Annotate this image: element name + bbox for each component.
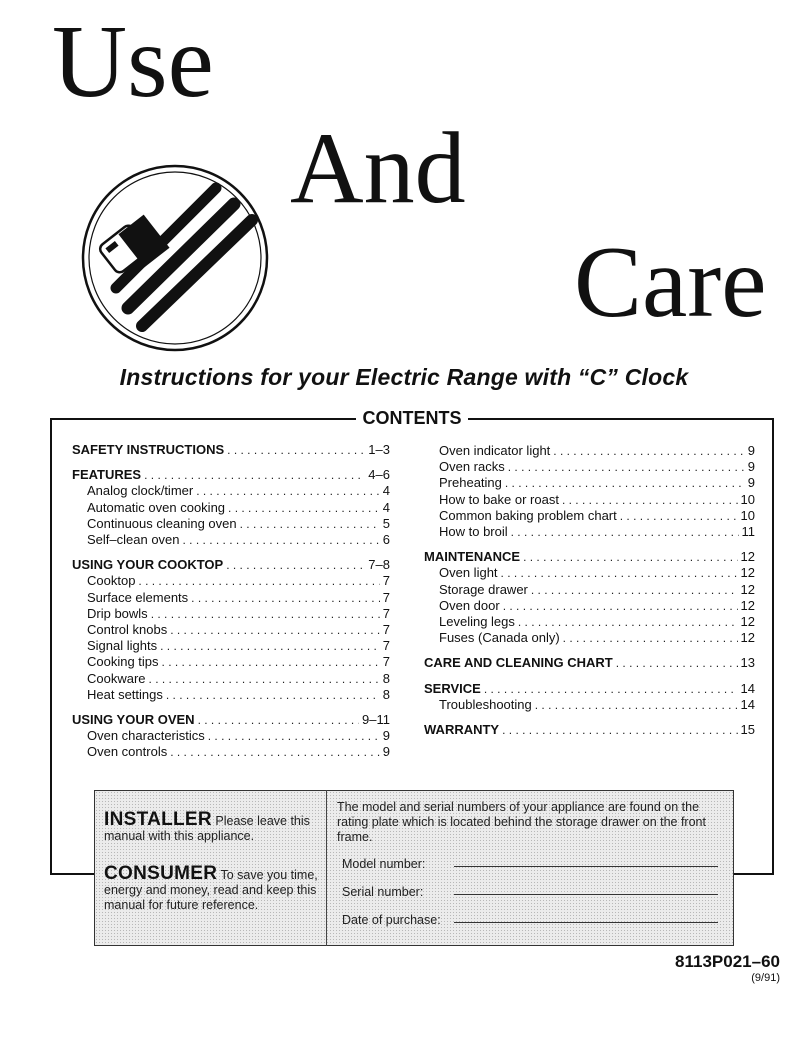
toc-entry-label: Preheating <box>439 475 502 491</box>
toc-entry-label: Continuous cleaning oven <box>87 515 237 531</box>
frame-rule <box>732 873 774 875</box>
toc-entry <box>72 671 390 687</box>
toc-leader-dots <box>170 745 380 760</box>
frame-rule <box>50 418 52 874</box>
toc-entry-label: USING YOUR COOKTOP <box>72 557 224 573</box>
toc-entry-label: Oven indicator light <box>439 443 551 458</box>
toc-entry-page: 14 <box>740 680 755 696</box>
toc-entry-page: 12 <box>740 581 755 597</box>
toc-entry-page: 7 <box>382 622 390 638</box>
toc-entry-page: 7 <box>382 638 390 654</box>
frame-rule <box>50 418 356 420</box>
toc-entry <box>424 524 755 540</box>
toc-leader-dots <box>228 501 380 516</box>
subtitle: Instructions for your Electric Range with “C” Clock <box>119 364 689 390</box>
toc-entry-page: 9 <box>382 728 390 744</box>
toc-entry-page: 7–8 <box>368 557 390 573</box>
toc-entry <box>424 630 755 646</box>
toc-entry <box>72 687 390 703</box>
toc-entry <box>72 728 390 744</box>
purchase-date-field[interactable] <box>454 922 718 923</box>
toc-section <box>424 443 755 540</box>
toc-entry <box>72 590 390 606</box>
toc-entry-page: 13 <box>740 655 755 671</box>
toc-leader-dots <box>562 493 738 508</box>
toc-entry <box>72 638 390 654</box>
toc-leader-dots <box>620 509 738 524</box>
toc-entry <box>424 459 755 475</box>
toc-entry <box>424 565 755 581</box>
toc-entry-label: Automatic oven cooking <box>87 499 226 515</box>
toc-section <box>72 557 390 703</box>
toc-entry-page: 12 <box>740 565 755 581</box>
toc-entry-page: 7 <box>382 654 390 670</box>
model-number-label: Model number: <box>342 857 426 871</box>
toc-leader-dots <box>198 713 359 728</box>
toc-entry-label: Heat settings <box>87 686 163 702</box>
toc-entry-page: 12 <box>740 549 755 565</box>
toc-entry <box>72 532 390 548</box>
toc-entry-label: Fuses (Canada only) <box>439 630 560 646</box>
toc-entry <box>424 598 755 614</box>
toc-leader-dots <box>501 566 738 581</box>
toc-entry <box>424 508 755 524</box>
toc-leader-dots <box>144 468 365 483</box>
toc-section <box>72 712 390 761</box>
toc-entry <box>424 582 755 598</box>
installer-heading: INSTALLER <box>104 809 212 830</box>
installer-text: Please leave this manual with this appliance. <box>104 814 310 843</box>
toc-entry <box>72 606 390 622</box>
toc-entry-page: 9 <box>747 443 755 458</box>
toc-entry-page: 10 <box>740 491 755 507</box>
toc-entry-page: 15 <box>740 722 755 738</box>
toc-leader-dots <box>535 698 738 713</box>
document-code: 8113P021–60 <box>675 952 780 971</box>
toc-entry-label: Leveling legs <box>439 614 515 630</box>
toc-entry <box>72 712 390 728</box>
toc-entry <box>72 744 390 760</box>
title-and: And <box>290 112 466 225</box>
info-divider <box>326 790 327 946</box>
toc-entry-page: 9 <box>747 459 755 475</box>
toc-leader-dots <box>503 599 738 614</box>
toc-entry-label: Analog clock/timer <box>87 483 194 499</box>
toc-entry-label: Oven light <box>439 565 498 581</box>
title-care: Care <box>574 226 767 339</box>
toc-leader-dots <box>523 550 737 565</box>
contents-heading: CONTENTS <box>356 406 468 430</box>
toc-entry-label: Self–clean oven <box>87 532 180 548</box>
toc-entry-label: Drip bowls <box>87 605 148 621</box>
toc-section <box>424 549 755 646</box>
toc-entry <box>72 442 390 458</box>
toc-entry-label: Troubleshooting <box>439 696 532 712</box>
toc-entry <box>424 492 755 508</box>
toc-entry-label: Oven controls <box>87 744 168 760</box>
toc-leader-dots <box>170 623 380 638</box>
toc-entry-label: MAINTENANCE <box>424 549 521 565</box>
toc-section <box>424 655 755 671</box>
toc-entry-page: 1–3 <box>368 442 390 457</box>
toc-entry <box>72 467 390 483</box>
frame-rule <box>50 873 94 875</box>
rating-plate-note: The model and serial numbers of your appliance are found on the rating plate which is located behind the storage drawer on the front frame. <box>337 800 706 844</box>
toc-entry <box>72 622 390 638</box>
toc-entry-page: 5 <box>382 515 390 531</box>
toc-entry <box>424 475 755 491</box>
toc-entry-label: Oven door <box>439 597 500 613</box>
toc-leader-dots <box>484 682 738 697</box>
toc-entry-page: 9 <box>382 744 390 760</box>
toc-leader-dots <box>511 525 739 540</box>
toc-entry <box>72 483 390 499</box>
toc-section <box>424 722 755 738</box>
toc-leader-dots <box>518 615 738 630</box>
toc-leader-dots <box>208 729 380 744</box>
toc-leader-dots <box>149 672 380 687</box>
toc-entry-label: Surface elements <box>87 589 189 605</box>
toc-entry-page: 4–6 <box>368 467 390 483</box>
toc-entry-label: CARE AND CLEANING CHART <box>424 655 613 671</box>
toc-entry-label: SAFETY INSTRUCTIONS <box>72 442 225 457</box>
frame-rule <box>772 418 774 874</box>
toc-entry-label: Cookware <box>87 670 146 686</box>
plug-emblem-icon <box>76 158 292 354</box>
toc-leader-dots <box>191 591 380 606</box>
toc-entry-label: FEATURES <box>72 467 142 483</box>
document-date: (9/91) <box>751 972 780 984</box>
toc-entry <box>424 697 755 713</box>
toc-entry <box>424 443 755 459</box>
toc-leader-dots <box>196 484 380 499</box>
purchase-date-label: Date of purchase: <box>342 913 441 927</box>
serial-number-field[interactable] <box>454 894 718 895</box>
toc-entry-page: 4 <box>382 499 390 515</box>
toc-leader-dots <box>166 688 380 703</box>
toc-entry-label: Control knobs <box>87 622 168 638</box>
toc-entry-label: Storage drawer <box>439 581 528 597</box>
toc-entry-label: How to bake or roast <box>439 491 559 507</box>
toc-leader-dots <box>183 533 380 548</box>
toc-entry-label: Oven racks <box>439 459 505 475</box>
toc-section <box>72 442 390 458</box>
toc-entry-label: WARRANTY <box>424 722 500 738</box>
model-number-field[interactable] <box>454 866 718 867</box>
toc-entry <box>424 681 755 697</box>
toc-entry-page: 7 <box>382 589 390 605</box>
toc-entry-label: Oven characteristics <box>87 728 205 744</box>
toc-entry-page: 6 <box>382 532 390 548</box>
toc-leader-dots <box>227 443 365 458</box>
toc-leader-dots <box>553 444 744 459</box>
toc-leader-dots <box>151 607 380 622</box>
toc-entry-label: SERVICE <box>424 680 481 696</box>
toc-entry <box>72 500 390 516</box>
consumer-note <box>104 863 322 913</box>
toc-entry-page: 7 <box>382 573 390 589</box>
toc-entry-label: How to broil <box>439 524 508 540</box>
toc-entry-page: 11 <box>741 524 755 540</box>
toc-entry-page: 8 <box>382 686 390 702</box>
toc-entry-label: USING YOUR OVEN <box>72 712 195 728</box>
toc-entry-label: Cooking tips <box>87 654 159 670</box>
toc-left-column <box>72 442 390 770</box>
toc-leader-dots <box>226 558 365 573</box>
frame-rule <box>468 418 774 420</box>
toc-entry <box>72 557 390 573</box>
toc-entry-page: 4 <box>382 483 390 499</box>
toc-entry-page: 9 <box>747 475 755 491</box>
toc-entry <box>72 654 390 670</box>
toc-entry-page: 9–11 <box>362 712 390 728</box>
toc-entry-label: Cooktop <box>87 573 136 589</box>
toc-entry-page: 12 <box>740 597 755 613</box>
toc-entry-page: 12 <box>740 630 755 646</box>
toc-leader-dots <box>505 476 745 491</box>
serial-number-label: Serial number: <box>342 885 424 899</box>
toc-entry <box>424 722 755 738</box>
toc-entry <box>424 614 755 630</box>
toc-entry-page: 7 <box>382 605 390 621</box>
toc-section <box>72 467 390 548</box>
toc-leader-dots <box>508 460 745 475</box>
toc-leader-dots <box>138 574 379 589</box>
toc-leader-dots <box>162 655 380 670</box>
toc-leader-dots <box>531 583 738 598</box>
installer-note <box>104 809 318 844</box>
toc-entry <box>72 573 390 589</box>
toc-entry-page: 14 <box>740 696 755 712</box>
consumer-text: To save you time, energy and money, read and keep this manual for future reference. <box>104 868 318 912</box>
toc-leader-dots <box>160 639 380 654</box>
toc-entry <box>424 549 755 565</box>
toc-entry-label: Signal lights <box>87 638 158 654</box>
toc-right-column <box>424 443 755 747</box>
toc-leader-dots <box>563 631 738 646</box>
toc-entry-label: Common baking problem chart <box>439 507 617 523</box>
toc-section <box>424 681 755 713</box>
toc-entry <box>424 655 755 671</box>
toc-entry-page: 10 <box>740 507 755 523</box>
toc-leader-dots <box>502 723 737 738</box>
toc-leader-dots <box>240 517 380 532</box>
consumer-heading: CONSUMER <box>104 863 218 884</box>
toc-entry <box>72 516 390 532</box>
toc-leader-dots <box>616 656 738 671</box>
toc-entry-page: 8 <box>382 670 390 686</box>
toc-entry-page: 12 <box>740 614 755 630</box>
title-use: Use <box>52 4 214 119</box>
